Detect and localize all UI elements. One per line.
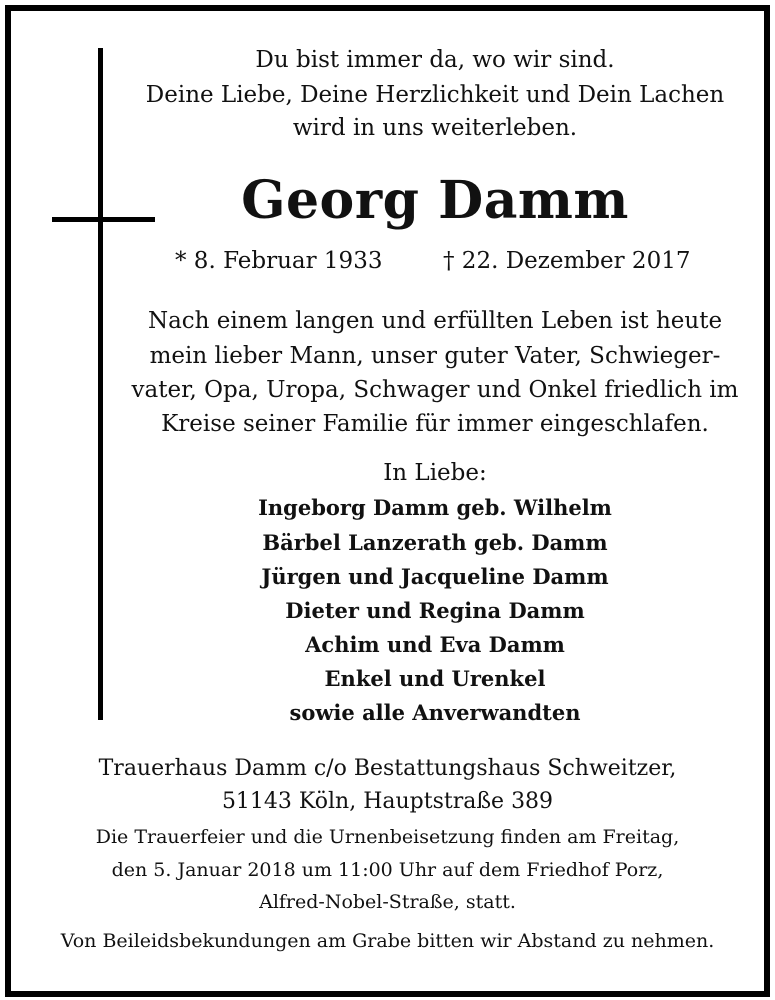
mourner-name: Ingeborg Damm geb. Wilhelm	[258, 495, 612, 520]
birth-date: * 8. Februar 1933	[175, 248, 383, 274]
address-line-2: 51143 Köln, Hauptstraße 389	[221, 789, 554, 814]
ceremony-line-3: Alfred-Nobel-Straße, statt.	[259, 891, 516, 913]
mourner-name: Jürgen und Jacqueline Damm	[261, 564, 609, 589]
mourner-name: sowie alle Anverwandten	[289, 700, 581, 725]
mourner-name: Achim und Eva Damm	[305, 632, 565, 657]
quote-line-2: Deine Liebe, Deine Herzlichkeit und Dein Lachen	[145, 82, 725, 108]
mourner-name: Bärbel Lanzerath geb. Damm	[262, 530, 608, 555]
ceremony-line-1: Die Trauerfeier und die Urnenbeisetzung finden am Freitag,	[95, 826, 680, 848]
ceremony-line-2: den 5. Januar 2018 um 11:00 Uhr auf dem Friedhof Porz,	[111, 859, 664, 881]
announcement-line-1: Nach einem langen und erfüllten Leben ist heute	[147, 308, 723, 334]
mourner-name: Enkel und Urenkel	[324, 666, 546, 691]
cross-icon-vertical	[98, 48, 103, 720]
mourner-name: Dieter und Regina Damm	[285, 598, 585, 623]
death-date: † 22. Dezember 2017	[443, 248, 691, 274]
announcement-line-2: mein lieber Mann, unser guter Vater, Schwieger-	[149, 343, 721, 369]
quote-line-1: Du bist immer da, wo wir sind.	[255, 47, 615, 73]
address-line-1: Trauerhaus Damm c/o Bestattungshaus Schweitzer,	[98, 756, 677, 781]
mourners-intro: In Liebe:	[383, 460, 487, 486]
condolence-note: Von Beileidsbekundungen am Grabe bitten wir Abstand zu nehmen.	[60, 930, 715, 952]
announcement-line-4: Kreise seiner Familie für immer eingeschlafen.	[161, 411, 709, 437]
announcement-line-3: vater, Opa, Uropa, Schwager und Onkel friedlich im	[131, 377, 739, 403]
deceased-name: Georg Damm	[241, 170, 629, 231]
quote-line-3: wird in uns weiterleben.	[292, 115, 578, 141]
